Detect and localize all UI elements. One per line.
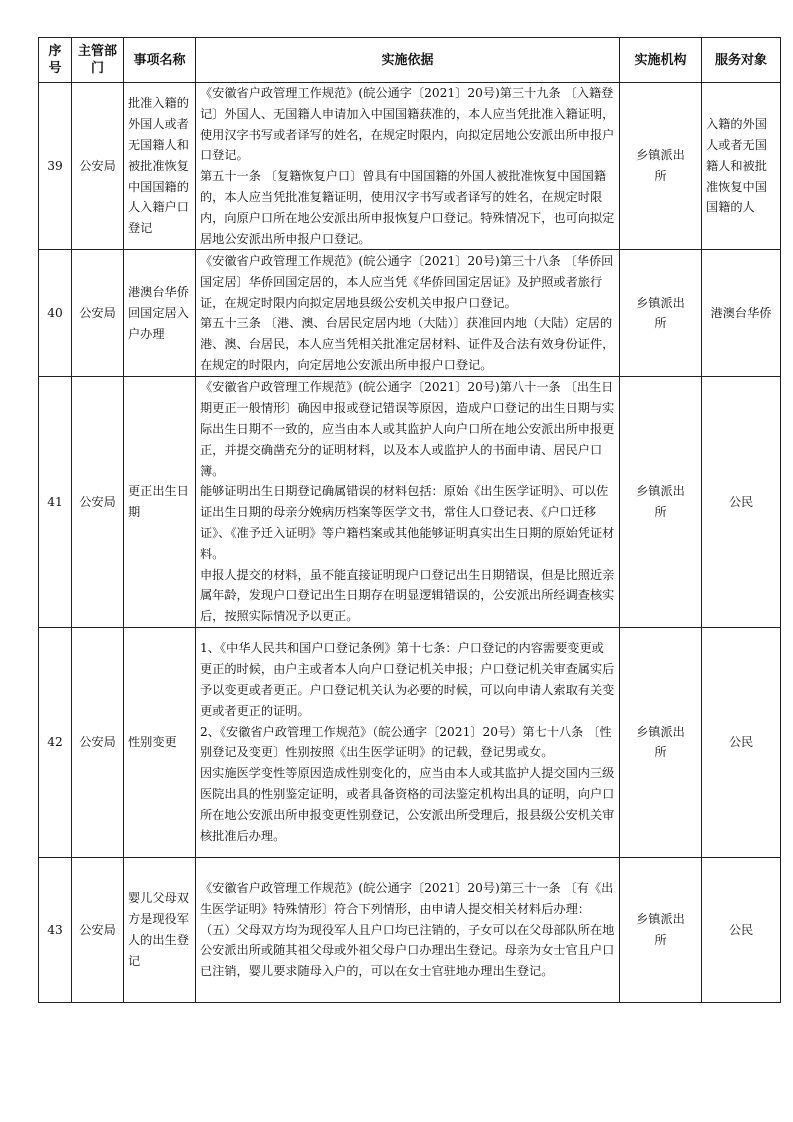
basis-paragraph: 2、《安徽省户政管理工作规范》（皖公通字〔2021〕20号）第七十八条 〔性别登记及变更〕性别按照《出生医学证明》的记载，登记男或女。 (200, 724, 612, 760)
header-dept: 主管部门 (72, 38, 124, 83)
row-seq: 43 (39, 857, 72, 1002)
header-agency: 实施机构 (620, 38, 702, 83)
row-basis (196, 377, 620, 628)
basis-paragraph: 1、《中华人民共和国户口登记条例》第十七条：户口登记的内容需要变更或更正的时候，由户主或者本人向户口登记机关申报；户口登记机关审查属实后予以变更或者更正。户口登记机关认为必要的时候，可以向申请人索取有关变更或者更正的证明。 (200, 641, 615, 718)
row-target: 公民 (702, 377, 781, 628)
row-dept: 公安局 (72, 377, 124, 628)
row-item: 港澳台华侨回国定居入户办理 (124, 250, 196, 377)
basis-paragraph: 因实施医学变性等原因造成性别变化的，应当由本人或其监护人提交国内三级医院出具的性别鉴定证明，或者具备资格的司法鉴定机构出具的证明，向户口所在地公安派出所申报变更性别登记，公安派出所受理后，报县级公安机关审核批准后办理。 (200, 766, 615, 843)
row-item: 批准入籍的外国人或者无国籍人和被批准恢复中国国籍的人入籍户口登记 (124, 83, 196, 250)
row-target: 港澳台华侨 (702, 250, 781, 377)
row-seq: 42 (39, 627, 72, 857)
row-basis (196, 627, 620, 857)
row-agency: 乡镇派出所 (620, 627, 702, 857)
row-dept: 公安局 (72, 627, 124, 857)
header-basis: 实施依据 (196, 38, 620, 83)
row-agency: 乡镇派出所 (620, 83, 702, 250)
row-basis (196, 83, 620, 250)
basis-paragraph: 第五十三条 〔港、澳、台居民定居内地（大陆）〕获准回内地（大陆）定居的港、澳、台居民，本人应当凭相关批准定居材料、证件及合法有效身份证件，在规定的时限内，向定居地公安派出所申报户口登记。 (200, 316, 615, 372)
row-dept: 公安局 (72, 83, 124, 250)
table-header-row (39, 38, 781, 83)
row-seq: 40 (39, 250, 72, 377)
table-row (39, 83, 781, 250)
service-items-table (38, 37, 781, 1003)
basis-paragraph: 第五十一条 〔复籍恢复户口〕曾具有中国国籍的外国人被批准恢复中国国籍的，本人应当凭批准复籍证明，使用汉字书写或者译写的姓名，在规定时限内，向原户口所在地公安派出所申报恢复户口登记。特殊情况下，也可向拟定居地公安派出所申报户口登记。 (200, 169, 615, 246)
row-dept: 公安局 (72, 250, 124, 377)
row-basis (196, 857, 620, 1002)
basis-paragraph: 《安徽省户政管理工作规范》(皖公通字〔2021〕20号)第八十一条 〔出生日期更正一般情形〕确因申报或登记错误等原因，造成户口登记的出生日期与实际出生日期不一致的，应当由本人或其监护人向户口所在地公安派出所申报更正，并提交确凿充分的证明材料，以及本人或监护人的书面申请、居民户口簿。 (200, 380, 615, 478)
row-agency: 乡镇派出所 (620, 377, 702, 628)
basis-paragraph: 《安徽省户政管理工作规范》(皖公通字〔2021〕20号)第三十八条 〔华侨回国定居〕华侨回国定居的，本人应当凭《华侨回国定居证》及护照或者旅行证，在规定时限内向拟定居地县级公安机关申报户口登记。 (200, 253, 614, 310)
row-seq: 41 (39, 377, 72, 628)
row-item: 性别变更 (124, 627, 196, 857)
basis-paragraph: 能够证明出生日期登记确属错误的材料包括：原始《出生医学证明》、可以佐证出生日期的母亲分娩病历档案等医学文书，常住人口登记表、《户口迁移证》、《准予迁入证明》等户籍档案或其他能够证明真实出生日期的原始凭证材料。 (200, 484, 615, 561)
row-target: 入籍的外国人或者无国籍人和被批准恢复中国国籍的人 (702, 83, 781, 250)
row-item: 更正出生日期 (124, 377, 196, 628)
table-row (39, 250, 781, 377)
table-row (39, 857, 781, 1002)
basis-paragraph: 《安徽省户政管理工作规范》(皖公通字〔2021〕20号)第三十九条 〔入籍登记〕外国人、无国籍人申请加入中国国籍获准的，本人应当凭批准入籍证明，使用汉字书写或者译写的姓名，在规定时限内，向拟定居地公安派出所申报户口登记。 (200, 86, 615, 163)
header-seq: 序号 (39, 38, 72, 83)
header-target: 服务对象 (702, 38, 781, 83)
row-dept: 公安局 (72, 857, 124, 1002)
row-item: 婴儿父母双方是现役军人的出生登记 (124, 857, 196, 1002)
row-target: 公民 (702, 627, 781, 857)
basis-paragraph: 《安徽省户政管理工作规范》(皖公通字〔2021〕20号)第三十一条 〔有《出生医学证明》特殊情形〕符合下列情形，由申请人提交相关材料后办理： (200, 880, 614, 916)
table-row (39, 627, 781, 857)
basis-paragraph: （五）父母双方均为现役军人且户口均已注销的，子女可以在父母部队所在地公安派出所或随其祖父母或外祖父母户口办理出生登记。母亲为女士官且户口已注销，婴儿要求随母入户的，可以在女士官驻地办理出生登记。 (200, 922, 615, 979)
row-basis (196, 250, 620, 377)
basis-paragraph: 申报人提交的材料，虽不能直接证明现户口登记出生日期错误，但是比照近亲属年龄，发现户口登记出生日期存在明显逻辑错误的，公安派出所经调查核实后，按照实际情况予以更正。 (200, 567, 615, 624)
row-target: 公民 (702, 857, 781, 1002)
row-seq: 39 (39, 83, 72, 250)
table-row (39, 377, 781, 628)
row-agency: 乡镇派出所 (620, 250, 702, 377)
row-agency: 乡镇派出所 (620, 857, 702, 1002)
header-item: 事项名称 (124, 38, 196, 83)
